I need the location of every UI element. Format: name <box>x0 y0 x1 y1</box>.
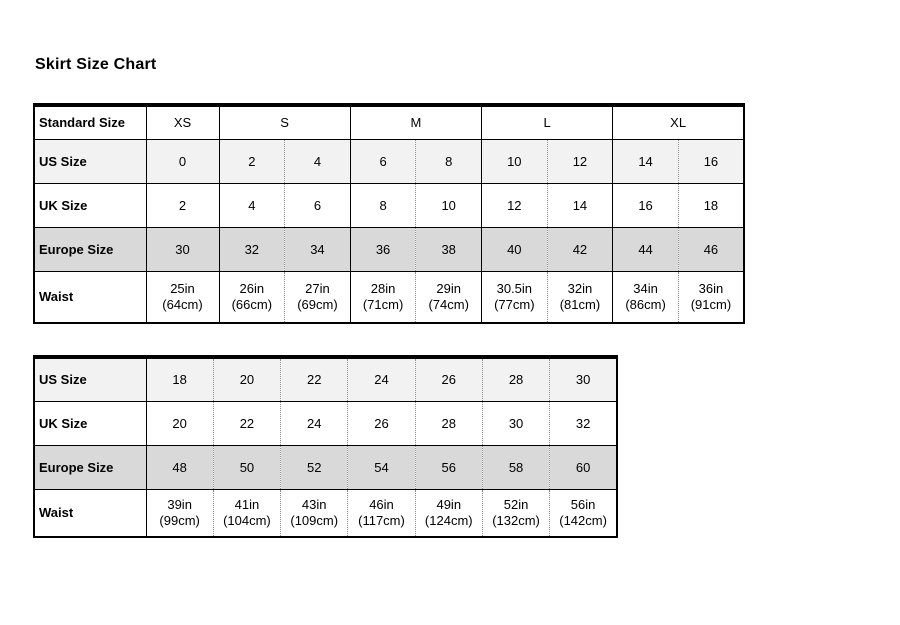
waist-cell <box>350 271 416 323</box>
size-cell: 12 <box>547 139 613 183</box>
waist-cm: (74cm) <box>428 296 469 312</box>
waist-cell <box>482 271 548 323</box>
size-cell: 2 <box>146 183 219 227</box>
size-cell: 52 <box>281 445 348 489</box>
size-cell: 6 <box>285 183 351 227</box>
size-cell: 40 <box>482 227 548 271</box>
size-cell: 14 <box>547 183 613 227</box>
row-label-uk-size: UK Size <box>34 401 146 445</box>
waist-cell <box>146 489 213 537</box>
size-cell: 56 <box>415 445 482 489</box>
waist-cell <box>281 489 348 537</box>
size-cell: 28 <box>482 357 549 401</box>
us-size-row <box>34 139 744 183</box>
waist-cell <box>213 489 280 537</box>
size-cell: 34 <box>285 227 351 271</box>
size-cell: 16 <box>678 139 744 183</box>
size-cell: 20 <box>213 357 280 401</box>
size-cell: 22 <box>213 401 280 445</box>
waist-cm: (86cm) <box>625 296 666 312</box>
row-label-waist: Waist <box>34 489 146 537</box>
size-cell: 14 <box>613 139 679 183</box>
size-cell: 48 <box>146 445 213 489</box>
waist-inches: 43in <box>301 496 327 512</box>
header-group-l: L <box>482 105 613 139</box>
size-cell: 0 <box>146 139 219 183</box>
waist-inches: 34in <box>633 280 658 296</box>
size-cell: 30 <box>550 357 617 401</box>
waist-cm: (142cm) <box>559 512 607 528</box>
waist-cm: (104cm) <box>223 512 271 528</box>
size-cell: 18 <box>146 357 213 401</box>
size-cell: 42 <box>547 227 613 271</box>
waist-cell <box>285 271 351 323</box>
waist-cell <box>219 271 285 323</box>
size-cell: 4 <box>219 183 285 227</box>
size-cell: 12 <box>482 183 548 227</box>
size-cell: 50 <box>213 445 280 489</box>
row-label-us-size: US Size <box>34 139 146 183</box>
waist-inches: 36in <box>698 280 724 296</box>
waist-cm: (117cm) <box>358 512 405 528</box>
waist-inches: 26in <box>239 280 265 296</box>
header-group-m: M <box>350 105 481 139</box>
size-cell: 30 <box>146 227 219 271</box>
size-cell: 10 <box>416 183 482 227</box>
page-title: Skirt Size Chart <box>35 56 157 73</box>
waist-cell <box>550 489 617 537</box>
waist-inches: 56in <box>570 496 596 512</box>
row-label-waist: Waist <box>34 271 146 323</box>
row-label-us-size: US Size <box>34 357 146 401</box>
waist-inches: 27in <box>305 280 330 296</box>
size-cell: 4 <box>285 139 351 183</box>
size-cell: 8 <box>416 139 482 183</box>
waist-cell <box>348 489 415 537</box>
standard-size-header-row <box>34 105 744 139</box>
size-cell: 26 <box>415 357 482 401</box>
waist-cm: (124cm) <box>424 512 473 528</box>
size-cell: 30 <box>482 401 549 445</box>
size-cell: 8 <box>350 183 416 227</box>
size-cell: 54 <box>348 445 415 489</box>
size-cell: 26 <box>348 401 415 445</box>
waist-cm: (81cm) <box>559 296 601 312</box>
header-group-s: S <box>219 105 350 139</box>
europe-size-row <box>34 445 617 489</box>
waist-cm: (66cm) <box>231 296 273 312</box>
waist-row <box>34 489 617 537</box>
skirt-size-table-main <box>33 103 745 324</box>
waist-inches: 49in <box>436 496 462 512</box>
size-cell: 22 <box>281 357 348 401</box>
header-group-xl: XL <box>613 105 744 139</box>
size-cell: 18 <box>678 183 744 227</box>
size-cell: 60 <box>550 445 617 489</box>
size-cell: 58 <box>482 445 549 489</box>
row-label-uk-size: UK Size <box>34 183 146 227</box>
waist-cell <box>482 489 549 537</box>
waist-cm: (77cm) <box>494 296 535 312</box>
skirt-size-table-plus <box>33 355 618 538</box>
waist-inches: 25in <box>170 280 195 296</box>
europe-size-row <box>34 227 744 271</box>
waist-row <box>34 271 744 323</box>
uk-size-row <box>34 401 617 445</box>
waist-cm: (109cm) <box>290 512 339 528</box>
row-label-standard-size: Standard Size <box>34 105 146 139</box>
size-cell: 16 <box>613 183 679 227</box>
waist-inches: 29in <box>436 280 461 296</box>
us-size-row <box>34 357 617 401</box>
waist-inches: 28in <box>370 280 396 296</box>
header-group-xs: XS <box>146 105 219 139</box>
size-cell: 36 <box>350 227 416 271</box>
row-label-europe-size: Europe Size <box>34 445 146 489</box>
row-label-europe-size: Europe Size <box>34 227 146 271</box>
waist-inches: 52in <box>503 496 529 512</box>
size-cell: 24 <box>348 357 415 401</box>
waist-cell <box>678 271 744 323</box>
size-cell: 44 <box>613 227 679 271</box>
waist-cm: (71cm) <box>362 296 404 312</box>
waist-cm: (132cm) <box>492 512 540 528</box>
waist-inches: 41in <box>234 496 260 512</box>
waist-cell <box>415 489 482 537</box>
waist-cell <box>146 271 219 323</box>
waist-cm: (91cm) <box>690 296 732 312</box>
waist-cm: (64cm) <box>162 296 203 312</box>
waist-cell <box>547 271 613 323</box>
waist-cell <box>613 271 679 323</box>
waist-cm: (99cm) <box>159 512 200 528</box>
waist-inches: 32in <box>567 280 593 296</box>
size-cell: 28 <box>415 401 482 445</box>
waist-cm: (69cm) <box>297 296 338 312</box>
size-cell: 10 <box>482 139 548 183</box>
waist-inches: 46in <box>369 496 394 512</box>
size-cell: 24 <box>281 401 348 445</box>
waist-inches: 30.5in <box>496 280 533 296</box>
waist-inches: 39in <box>167 496 192 512</box>
size-cell: 2 <box>219 139 285 183</box>
size-cell: 32 <box>219 227 285 271</box>
waist-cell <box>416 271 482 323</box>
size-cell: 20 <box>146 401 213 445</box>
size-cell: 38 <box>416 227 482 271</box>
size-cell: 6 <box>350 139 416 183</box>
size-cell: 32 <box>550 401 617 445</box>
uk-size-row <box>34 183 744 227</box>
size-cell: 46 <box>678 227 744 271</box>
